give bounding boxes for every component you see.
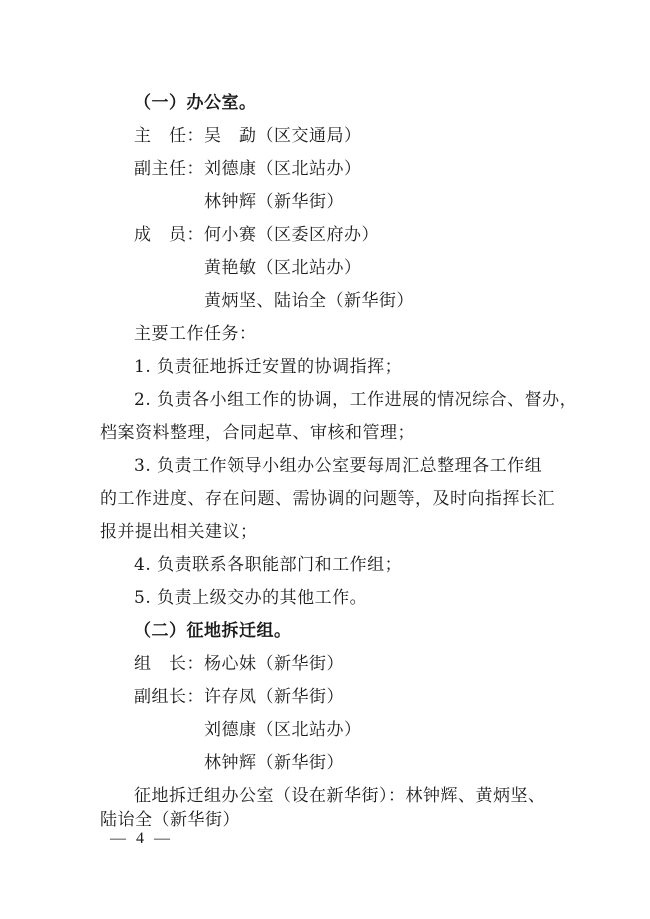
task-item-continued: 的工作进度、存在问题、需协调的问题等，及时向指挥长汇 (100, 489, 555, 509)
member-name: 刘德康（区北站办） (204, 720, 362, 740)
member-name: 林钟辉（新华街） (204, 192, 344, 212)
member-name: 刘德康（区北站办） (204, 159, 362, 179)
member-role: 成 员： (134, 225, 204, 245)
member-role: 副组长： (134, 687, 204, 707)
member-name: 许存凤（新华街） (204, 687, 344, 707)
task-item: 5. 负责上级交办的其他工作。 (134, 588, 368, 608)
task-item: 3. 负责工作领导小组办公室要每周汇总整理各工作组 (134, 456, 543, 476)
tasks-title: 主要工作任务： (134, 324, 257, 344)
task-item: 1. 负责征地拆迁安置的协调指挥； (134, 357, 403, 377)
page-number: — 4 — (110, 830, 173, 847)
task-item-continued: 报并提出相关建议； (100, 522, 258, 542)
member-name: 何小赛（区委区府办） (204, 225, 379, 245)
member-name: 林钟辉（新华街） (204, 753, 344, 773)
member-name: 黄炳坚、陆诒全（新华街） (204, 291, 414, 311)
office-note-continued: 陆诒全（新华街） (100, 810, 240, 830)
member-name: 吴 勐（区交通局） (204, 126, 362, 146)
office-note: 征地拆迁组办公室（设在新华街）：林钟辉、黄炳坚、 (134, 786, 546, 806)
member-name: 黄艳敏（区北站办） (204, 258, 362, 278)
member-name: 杨心妹（新华街） (204, 654, 344, 674)
member-role: 组 长： (134, 654, 204, 674)
member-role: 主 任： (134, 126, 204, 146)
task-item: 2. 负责各小组工作的协调，工作进展的情况综合、督办， (134, 390, 578, 410)
member-role: 副主任： (134, 159, 204, 179)
section-heading-office: （一）办公室。 (134, 93, 257, 113)
task-item-continued: 档案资料整理，合同起草、审核和管理； (100, 423, 415, 443)
section-heading-demolition: （二）征地拆迁组。 (134, 621, 292, 641)
task-item: 4. 负责联系各职能部门和工作组； (134, 555, 403, 575)
